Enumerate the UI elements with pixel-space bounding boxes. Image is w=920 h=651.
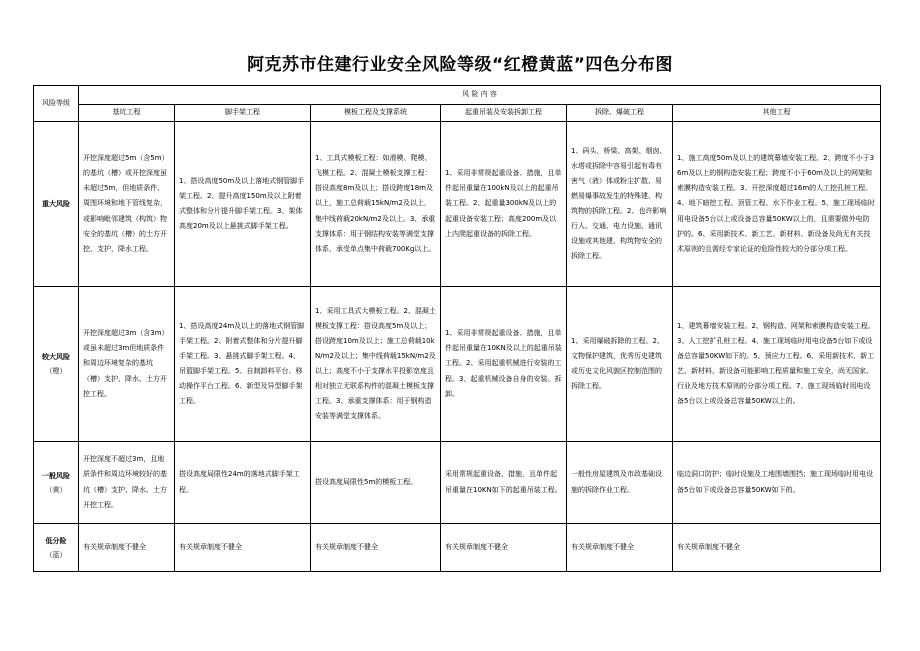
table-cell: 1、施工高度50m及以上的建筑幕墙安装工程。2、跨度不小于36m及以上的钢构造安装工程；跨度不小于60m及以上的网架和索膜构造安装工程。3、开挖深度超过16m的人工挖孔桩工程。4、地下暗挖工程、顶管工程、水下作业工程。5、施工现场临时用电设备5台以上或设备总容量50KW以上的，且需要做外电防护的。6、采用新技术、新工艺、新材料、新设备及尚无有关技术原则的且需经专家论证的危险性较大的分部分项工程。 <box>673 122 881 287</box>
risk-content-header: 风 险 内 容 <box>79 86 881 105</box>
table-cell: 1、采用爆破拆除的工程。2、文物保护建筑，优秀历史建筑或历史文化风貌区控制范围的拆除工程。 <box>567 287 673 442</box>
table-cell: 采用常规起重设备、措施，且单件起吊重量在10KN如下的起重吊装工程。 <box>441 442 567 524</box>
risk-level-name: 较大风险 <box>42 353 70 361</box>
table-cell: 搭设高度局限性5m的模板工程。 <box>311 442 441 524</box>
table-cell: 1、采用非常规起重设备、措施，且单件起吊重量在10KN及以上的起重吊装工程。2、采用起重机械进行安装的工程。3、起重机械设备自身的安装、拆卸。 <box>441 287 567 442</box>
risk-level-low <box>34 524 79 572</box>
table-cell: 搭设高度局限性24m的落地式脚手架工程。 <box>175 442 311 524</box>
column-header-other: 其他工程 <box>673 105 881 122</box>
risk-level-general <box>34 442 79 524</box>
risk-level-header: 风险等级 <box>34 86 79 122</box>
table-cell: 一般性房屋建筑及市政基础设施的拆除作业工程。 <box>567 442 673 524</box>
risk-level-significant <box>34 287 79 442</box>
table-cell: 1、工具式模板工程：如滑模、爬模、飞模工程。2、混凝土模板支撑工程：搭设高度8m及以上；搭设跨度18m及以上，施工总荷载15kN/m2及以上，集中线荷载20kN/m2及以上。3、承重支撑体系：用于钢结构安装等满堂支撑体系，承受单点集中荷载700Kg以上。 <box>311 122 441 287</box>
risk-level-name: 低分险 <box>45 536 67 545</box>
table-cell: 有关规章制度不健全 <box>79 524 175 572</box>
column-header-scaffolding: 脚手架工程 <box>175 105 311 122</box>
table-cell: 有关规章制度不健全 <box>311 524 441 572</box>
risk-distribution-table <box>33 85 881 572</box>
column-header-formwork: 模板工程及支撑系统 <box>311 105 441 122</box>
table-cell: 1、采用工具式大模板工程。2、混凝土模板支撑工程：搭设高度5m及以上；搭设跨度10m及以上；施工总荷载10kN/m2及以上；集中线荷载15kN/m2及以上；高度不小于支撑水平投影宽度且相对独立无联系构件的混凝土模板支撑工程。3、承重支撑体系：用于钢构造安装等满堂支撑体系。 <box>311 287 441 442</box>
table-cell: 1、建筑幕墙安装工程。2、钢构造、网架和索膜构造安装工程。3、人工挖扩孔桩工程。4、施工现场临时用电设备5台如下或设备总容量50KW如下的。5、预应力工程。6、采用新技术、新工艺、新材料、新设备可能影响工程质量和施工安全，尚无国家、行业及地方技术原则的分部分项工程。7、施工现场临时用电设备5台以上或设备总容量50KW以上的。 <box>673 287 881 442</box>
column-header-lifting: 起重吊装及安装拆卸工程 <box>441 105 567 122</box>
table-cell: 临边洞口防护；临时设施及工地围墙围挡；施工现场临时用电设备5台如下或设备总容量50KW如下的。 <box>673 442 881 524</box>
table-cell: 1、搭设高度24m及以上的落地式钢管脚手架工程。2、附着式整体和分片提升脚手架工程。3、悬挑式脚手架工程。4、吊篮脚手架工程。5、自制卸料平台、移动操作平台工程。6、新型及异型脚手架工程。 <box>175 287 311 442</box>
table-cell: 有关规章制度不健全 <box>567 524 673 572</box>
table-cell: 1、搭设高度50m及以上落地式钢管脚手架工程。2、提升高度150m及以上附着式整体和分片提升脚手架工程。3、架体高度20m及以上悬挑式脚手架工程。 <box>175 122 311 287</box>
table-cell: 有关规章制度不健全 <box>673 524 881 572</box>
risk-level-major <box>34 122 79 287</box>
risk-level-color: （蓝） <box>45 550 67 559</box>
column-header-foundation-pit: 基坑工程 <box>79 105 175 122</box>
page-title: 阿克苏市住建行业安全风险等级“红橙黄蓝”四色分布图 <box>247 55 673 75</box>
table-cell: 1、码头、桥梁、高架、烟囱、水塔或拆除中容易引起有毒有害气（液）体或粉尘扩散、易燃易爆事故发生的特殊建、构筑物的拆除工程。2、也许影响行人、交通、电力设施、通讯设施或其他建、构筑物安全的拆除工程。 <box>567 122 673 287</box>
table-row-low-risk <box>34 524 881 572</box>
risk-level-name: 一般风险 <box>42 471 70 480</box>
table-cell: 1、采用非常规起重设备、措施，且单件起吊重量在100kN及以上的起重吊装工程。2、起重量300kN及以上的起重设备安装工程；高度200m及以上内爬起重设备的拆除工程。 <box>441 122 567 287</box>
table-cell: 开挖深度超过3m（含3m）或虽未超过3m但地质条件和周边环境复杂的基坑（槽）支护、降水、土方开挖工程。 <box>79 287 175 442</box>
column-header-demolition: 拆除、爆破工程 <box>567 105 673 122</box>
table-cell: 开挖深度不超过3m，且地质条件和周边环境较好的基坑（槽）支护、降水、土方开挖工程。 <box>79 442 175 524</box>
table-cell: 有关规章制度不健全 <box>175 524 311 572</box>
risk-level-color: （黄） <box>45 485 67 494</box>
risk-level-color: （橙） <box>45 367 67 375</box>
risk-level-name: 重大风险 <box>42 200 70 208</box>
table-row-major-risk <box>34 122 881 287</box>
table-cell: 有关规章制度不健全 <box>441 524 567 572</box>
table-row-significant-risk <box>34 287 881 442</box>
table-row-general-risk <box>34 442 881 524</box>
table-cell: 开挖深度超过5m（含5m）的基坑（槽）或开挖深度虽未超过5m，但地质条件、周围环境和地下管线复杂，或影响毗邻建筑（构筑）物安全的基坑（槽）的土方开挖、支护、降水工程。 <box>79 122 175 287</box>
